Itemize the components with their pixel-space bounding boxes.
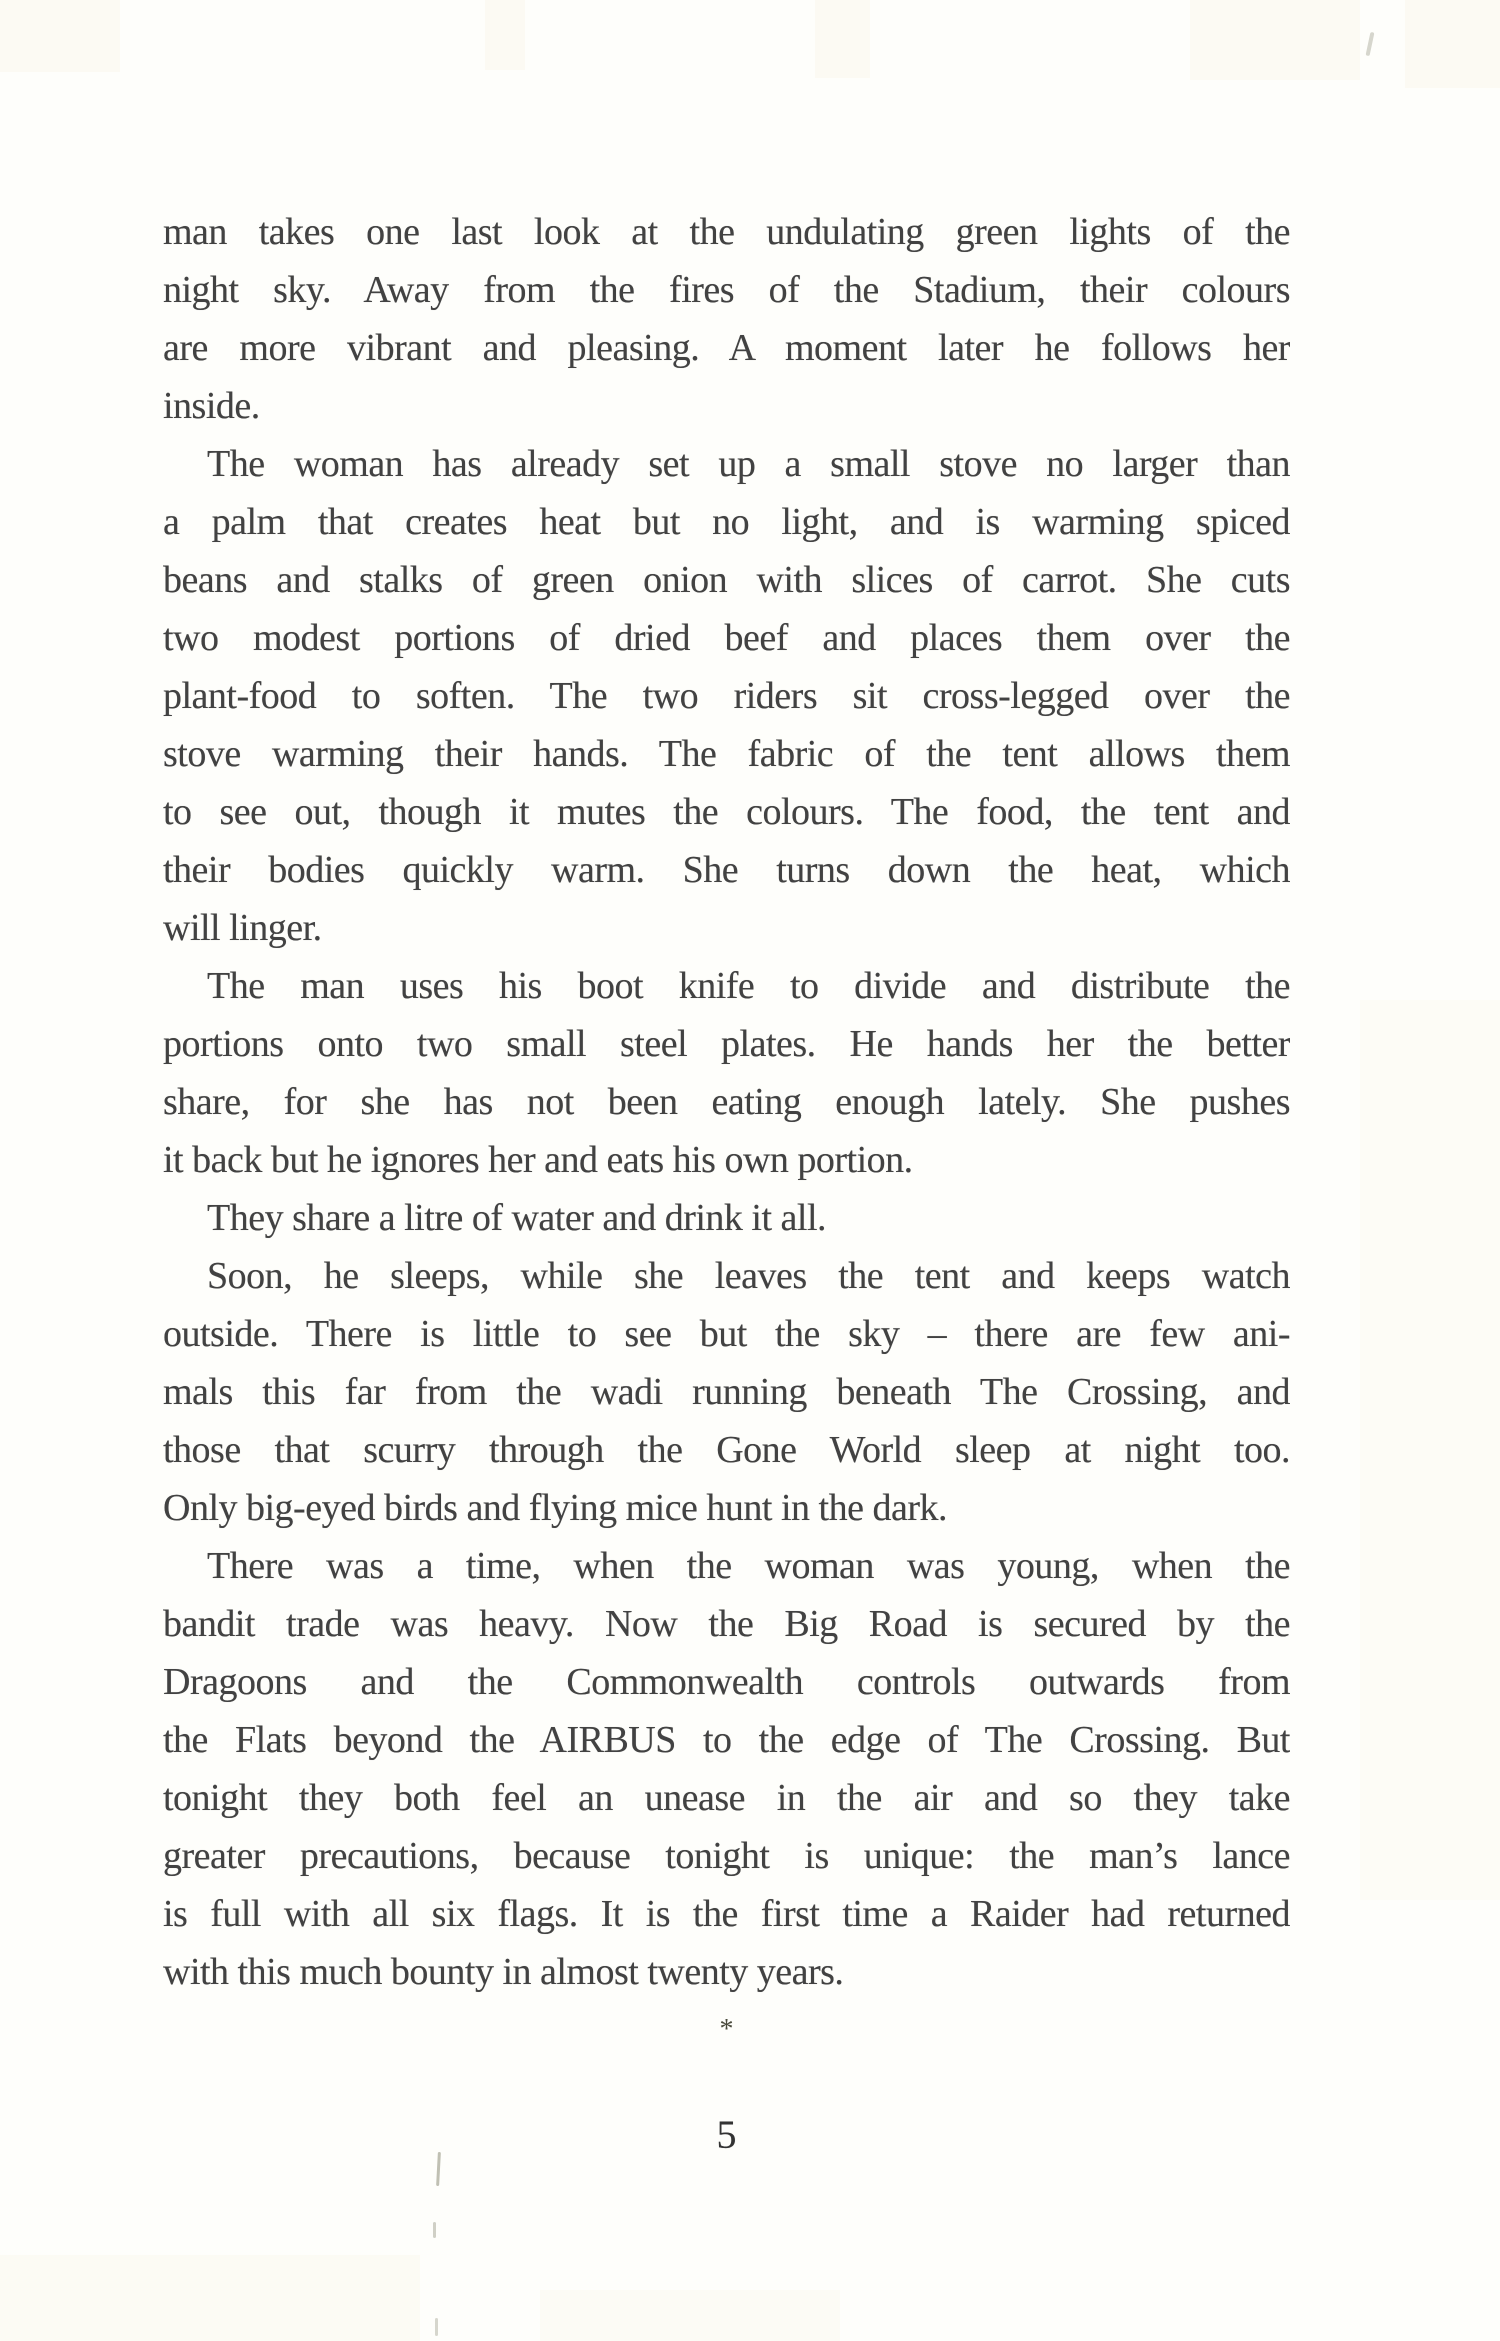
text-line: tonight they both feel an unease in the air and so they take xyxy=(163,1777,1290,1819)
scan-patch xyxy=(540,2290,840,2341)
text-line: beans and stalks of green onion with slices of carrot. She cuts xyxy=(163,559,1290,601)
text-line: Only big-eyed birds and flying mice hunt in the dark. xyxy=(163,1487,947,1529)
text-line: There was a time, when the woman was young, when the xyxy=(207,1545,1290,1587)
text-line: man takes one last look at the undulating green lights of the xyxy=(163,211,1290,253)
scan-patch xyxy=(815,0,870,78)
text-line: with this much bounty in almost twenty years. xyxy=(163,1951,844,1993)
text-line: it back but he ignores her and eats his own portion. xyxy=(163,1139,913,1181)
text-line: are more vibrant and pleasing. A moment later he follows her xyxy=(163,327,1290,369)
scan-artifact xyxy=(435,2318,438,2336)
paragraph xyxy=(163,435,1290,957)
text-line: bandit trade was heavy. Now the Big Road is secured by the xyxy=(163,1603,1290,1645)
text-line: greater precautions, because tonight is unique: the man’s lance xyxy=(163,1835,1290,1877)
text-line: stove warming their hands. The fabric of the tent allows them xyxy=(163,733,1290,775)
scan-artifact xyxy=(1366,32,1375,56)
paragraph xyxy=(163,1537,1290,2001)
text-line: a palm that creates heat but no light, and is warming spiced xyxy=(163,501,1290,543)
text-line: is full with all six flags. It is the first time a Raider had returned xyxy=(163,1893,1290,1935)
text-line: those that scurry through the Gone World sleep at night too. xyxy=(163,1429,1290,1471)
text-line: Soon, he sleeps, while she leaves the tent and keeps watch xyxy=(207,1255,1290,1297)
scan-artifact xyxy=(433,2222,436,2238)
scan-patch xyxy=(1405,0,1500,88)
paragraph xyxy=(163,1247,1290,1537)
text-line: share, for she has not been eating enough lately. She pushes xyxy=(163,1081,1290,1123)
text-line: will linger. xyxy=(163,907,322,949)
text-line: night sky. Away from the fires of the Stadium, their colours xyxy=(163,269,1290,311)
text-line: inside. xyxy=(163,385,260,427)
page-number: 5 xyxy=(716,2112,737,2157)
text-line: The woman has already set up a small stove no larger than xyxy=(207,443,1290,485)
paragraph xyxy=(163,203,1290,435)
text-line: portions onto two small steel plates. He hands her the better xyxy=(163,1023,1290,1065)
scan-patch xyxy=(0,0,120,72)
text-line: their bodies quickly warm. She turns down the heat, which xyxy=(163,849,1290,891)
text-line: They share a litre of water and drink it all. xyxy=(207,1197,827,1239)
text-line: Dragoons and the Commonwealth controls outwards from xyxy=(163,1661,1290,1703)
paragraph xyxy=(163,957,1290,1189)
text-line: the Flats beyond the AIRBUS to the edge of The Crossing. But xyxy=(163,1719,1290,1761)
scan-patch xyxy=(1190,0,1360,80)
text-line: to see out, though it mutes the colours. The food, the tent and xyxy=(163,791,1290,833)
text-line: The man uses his boot knife to divide and distribute the xyxy=(207,965,1290,1007)
text-line: outside. There is little to see but the sky – there are few ani- xyxy=(163,1313,1290,1355)
scan-patch xyxy=(485,0,525,70)
text-line: plant-food to soften. The two riders sit cross-legged over the xyxy=(163,675,1290,717)
text-line: two modest portions of dried beef and places them over the xyxy=(163,617,1290,659)
section-separator: * xyxy=(719,2014,734,2045)
body-text xyxy=(163,203,1290,2001)
scan-patch xyxy=(0,2255,420,2341)
scan-patch xyxy=(1360,1000,1500,1900)
paragraph xyxy=(163,1189,1290,1247)
text-line: mals this far from the wadi running beneath The Crossing, and xyxy=(163,1371,1290,1413)
